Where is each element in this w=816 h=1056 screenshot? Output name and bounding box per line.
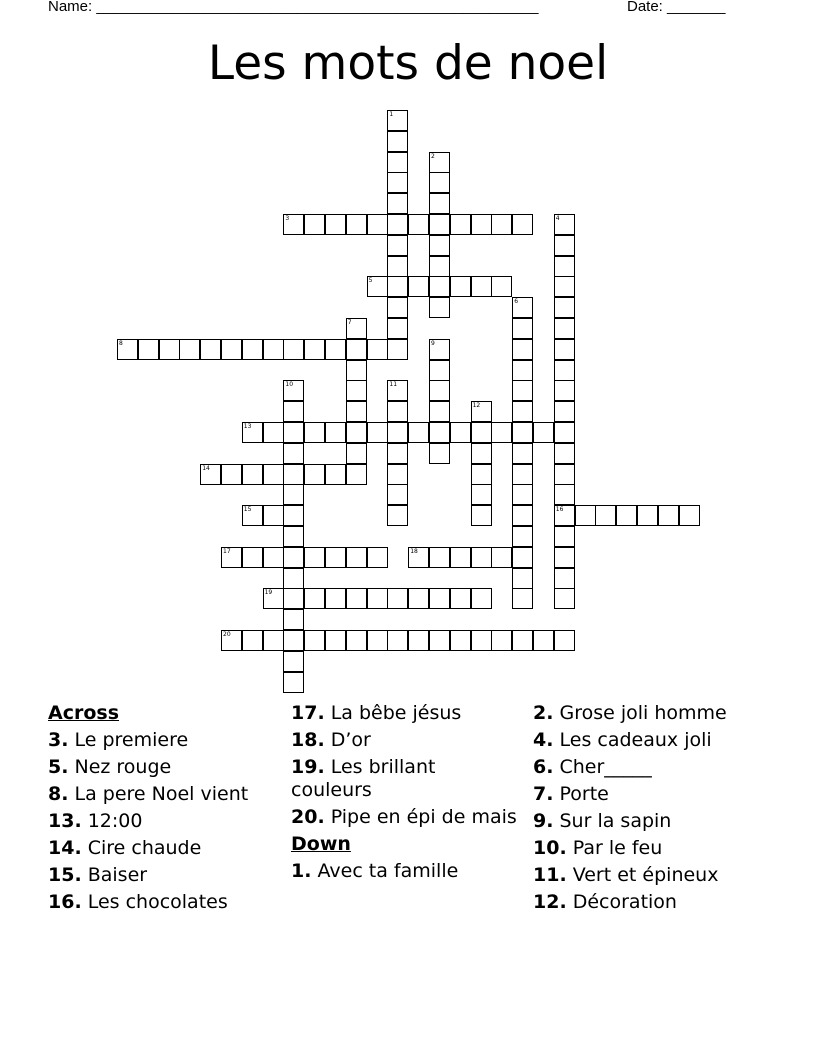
- crossword-cell[interactable]: [325, 422, 346, 443]
- crossword-cell[interactable]: [387, 484, 408, 505]
- cell-number: 14: [202, 464, 210, 472]
- clue-text: Par le feu: [572, 837, 663, 859]
- crossword-cell[interactable]: [512, 464, 533, 485]
- crossword-cell[interactable]: [491, 422, 512, 443]
- crossword-cell[interactable]: [283, 339, 304, 360]
- clue-text: 12:00: [87, 810, 143, 832]
- crossword-cell[interactable]: [429, 193, 450, 214]
- crossword-cell[interactable]: [304, 339, 325, 360]
- crossword-cell[interactable]: [554, 588, 575, 609]
- across-heading: Across: [48, 702, 120, 724]
- clue-number: 13.: [48, 810, 82, 832]
- crossword-cell[interactable]: [346, 401, 367, 422]
- crossword-cell[interactable]: [263, 630, 284, 651]
- crossword-cell[interactable]: [679, 505, 700, 526]
- clue-number: 15.: [48, 864, 82, 886]
- crossword-cell[interactable]: [429, 588, 450, 609]
- crossword-cell[interactable]: [283, 214, 304, 235]
- crossword-cell[interactable]: [283, 422, 304, 443]
- clue-across-20: [291, 806, 521, 829]
- crossword-cell[interactable]: [283, 380, 304, 401]
- crossword-cell[interactable]: [304, 547, 325, 568]
- crossword-cell[interactable]: [283, 630, 304, 651]
- crossword-cell[interactable]: [471, 630, 492, 651]
- crossword-cell[interactable]: [221, 630, 242, 651]
- crossword-cell[interactable]: [429, 422, 450, 443]
- crossword-cell[interactable]: [387, 214, 408, 235]
- crossword-cell[interactable]: [242, 464, 263, 485]
- crossword-cell[interactable]: [408, 214, 429, 235]
- crossword-cell[interactable]: [367, 422, 388, 443]
- crossword-cell[interactable]: [450, 422, 471, 443]
- crossword-cell[interactable]: [554, 568, 575, 589]
- clue-across-13: [48, 810, 278, 833]
- crossword-cell[interactable]: [283, 672, 304, 693]
- crossword-cell[interactable]: [346, 360, 367, 381]
- crossword-cell[interactable]: [554, 297, 575, 318]
- clue-across-18: [291, 729, 521, 752]
- crossword-cell[interactable]: [471, 505, 492, 526]
- clue-text: Sur la sapin: [559, 810, 672, 832]
- clue-number: 3.: [48, 729, 69, 751]
- crossword-cell[interactable]: [283, 526, 304, 547]
- crossword-cell[interactable]: [367, 630, 388, 651]
- crossword-cell[interactable]: [554, 505, 575, 526]
- crossword-cell[interactable]: [533, 630, 554, 651]
- crossword-cell[interactable]: [450, 588, 471, 609]
- crossword-cell[interactable]: [283, 651, 304, 672]
- cell-number: 15: [243, 506, 252, 514]
- clues-column-2: [291, 702, 521, 887]
- clue-down-11: [533, 864, 773, 887]
- crossword-cell[interactable]: [512, 526, 533, 547]
- clue-number: 18.: [291, 729, 325, 751]
- clue-number: 5.: [48, 756, 69, 778]
- crossword-cell[interactable]: [429, 380, 450, 401]
- crossword-cell[interactable]: [346, 318, 367, 339]
- crossword-cell[interactable]: [242, 505, 263, 526]
- crossword-cell[interactable]: [429, 360, 450, 381]
- crossword-cell[interactable]: [471, 464, 492, 485]
- crossword-cell[interactable]: [512, 505, 533, 526]
- crossword-cell[interactable]: [554, 401, 575, 422]
- crossword-cell[interactable]: [512, 360, 533, 381]
- crossword-cell[interactable]: [283, 484, 304, 505]
- crossword-cell[interactable]: [221, 547, 242, 568]
- clue-across-19: [291, 756, 521, 802]
- crossword-cell[interactable]: [512, 568, 533, 589]
- crossword-cell[interactable]: [408, 276, 429, 297]
- crossword-cell[interactable]: [429, 630, 450, 651]
- cell-number: 7: [347, 319, 352, 326]
- crossword-cell[interactable]: [263, 547, 284, 568]
- crossword-cell[interactable]: [387, 464, 408, 485]
- crossword-cell[interactable]: [387, 110, 408, 131]
- crossword-cell[interactable]: [471, 443, 492, 464]
- crossword-cell[interactable]: [200, 464, 221, 485]
- clue-across-8: [48, 783, 278, 806]
- crossword-cell[interactable]: [554, 464, 575, 485]
- crossword-cell[interactable]: [325, 339, 346, 360]
- clue-number: 12.: [533, 891, 567, 913]
- crossword-cell[interactable]: [429, 443, 450, 464]
- crossword-cell[interactable]: [491, 276, 512, 297]
- crossword-cell[interactable]: [512, 422, 533, 443]
- crossword-cell[interactable]: [450, 630, 471, 651]
- crossword-cell[interactable]: [346, 380, 367, 401]
- crossword-cell[interactable]: [512, 484, 533, 505]
- date-field-line: Date: _______: [627, 0, 726, 15]
- crossword-cell[interactable]: [346, 588, 367, 609]
- clue-down-12: [533, 891, 773, 914]
- crossword-cell[interactable]: [263, 339, 284, 360]
- crossword-cell[interactable]: [387, 401, 408, 422]
- cell-number: 9: [431, 339, 435, 347]
- crossword-cell[interactable]: [346, 547, 367, 568]
- crossword-cell[interactable]: [533, 422, 554, 443]
- crossword-cell[interactable]: [450, 214, 471, 235]
- crossword-cell[interactable]: [283, 588, 304, 609]
- crossword-cell[interactable]: [263, 464, 284, 485]
- crossword-cell[interactable]: [242, 547, 263, 568]
- cell-number: 17: [223, 547, 231, 555]
- crossword-cell[interactable]: [471, 547, 492, 568]
- crossword-cell[interactable]: [325, 214, 346, 235]
- clue-text: Décoration: [572, 891, 677, 913]
- clue-across-16: [48, 891, 278, 914]
- crossword-cell[interactable]: [242, 630, 263, 651]
- crossword-cell[interactable]: [346, 214, 367, 235]
- cell-number: 3: [285, 215, 290, 222]
- clue-down-1: [291, 860, 521, 883]
- crossword-cell[interactable]: [387, 505, 408, 526]
- crossword-cell[interactable]: [429, 172, 450, 193]
- crossword-cell[interactable]: [471, 214, 492, 235]
- crossword-cell[interactable]: [554, 547, 575, 568]
- crossword-cell[interactable]: [387, 235, 408, 256]
- clue-text: La bêbe jésus: [330, 702, 462, 724]
- clue-text: Les cadeaux joli: [559, 729, 712, 751]
- crossword-cell[interactable]: [200, 339, 221, 360]
- cell-number: 18: [410, 547, 418, 555]
- crossword-cell[interactable]: [221, 339, 242, 360]
- crossword-cell[interactable]: [263, 505, 284, 526]
- clue-text: Nez rouge: [74, 756, 172, 778]
- crossword-cell[interactable]: [616, 505, 637, 526]
- crossword-cell[interactable]: [512, 297, 533, 318]
- crossword-cell[interactable]: [554, 422, 575, 443]
- crossword-cell[interactable]: [387, 256, 408, 277]
- clue-number: 7.: [533, 783, 554, 805]
- clue-number: 2.: [533, 702, 554, 724]
- crossword-cell[interactable]: [346, 422, 367, 443]
- crossword-cell[interactable]: [304, 630, 325, 651]
- clues-column-3: [533, 702, 773, 918]
- crossword-cell[interactable]: [554, 484, 575, 505]
- crossword-cell[interactable]: [554, 214, 575, 235]
- crossword-cell[interactable]: [387, 588, 408, 609]
- crossword-cell[interactable]: [471, 422, 492, 443]
- clue-number: 11.: [533, 864, 567, 886]
- crossword-cell[interactable]: [512, 318, 533, 339]
- crossword-cell[interactable]: [325, 464, 346, 485]
- cell-number: 11: [389, 381, 398, 389]
- crossword-cell[interactable]: [387, 380, 408, 401]
- crossword-cell[interactable]: [346, 464, 367, 485]
- crossword-cell[interactable]: [325, 630, 346, 651]
- crossword-cell[interactable]: [346, 630, 367, 651]
- clue-number: 1.: [291, 860, 312, 882]
- crossword-cell[interactable]: [387, 630, 408, 651]
- crossword-cell[interactable]: [450, 547, 471, 568]
- crossword-cell[interactable]: [325, 588, 346, 609]
- cell-number: 1: [389, 111, 394, 118]
- clue-number: 16.: [48, 891, 82, 913]
- clue-number: 19.: [291, 756, 325, 778]
- crossword-cell[interactable]: [512, 214, 533, 235]
- crossword-cell[interactable]: [595, 505, 616, 526]
- crossword-cell[interactable]: [554, 318, 575, 339]
- crossword-cell[interactable]: [554, 443, 575, 464]
- clue-number: 10.: [533, 837, 567, 859]
- crossword-cell[interactable]: [367, 547, 388, 568]
- crossword-cell[interactable]: [429, 152, 450, 173]
- crossword-cell[interactable]: [283, 547, 304, 568]
- crossword-cell[interactable]: [429, 214, 450, 235]
- crossword-cell[interactable]: [367, 276, 388, 297]
- crossword-cell[interactable]: [221, 464, 242, 485]
- clue-down-7: [533, 783, 773, 806]
- crossword-cell[interactable]: [512, 443, 533, 464]
- crossword-cell[interactable]: [429, 401, 450, 422]
- crossword-cell[interactable]: [283, 609, 304, 630]
- crossword-cell[interactable]: [554, 526, 575, 547]
- crossword-cell[interactable]: [283, 401, 304, 422]
- clue-text: Cher_____: [559, 756, 652, 778]
- cell-number: 4: [555, 215, 560, 222]
- crossword-cell[interactable]: [491, 630, 512, 651]
- crossword-cell[interactable]: [387, 339, 408, 360]
- clue-down-6: [533, 756, 773, 779]
- clue-text: Porte: [559, 783, 609, 805]
- clue-text: Baiser: [87, 864, 148, 886]
- crossword-cell[interactable]: [283, 505, 304, 526]
- clue-text: Les chocolates: [87, 891, 228, 913]
- crossword-cell[interactable]: [387, 152, 408, 173]
- crossword-cell[interactable]: [304, 464, 325, 485]
- clue-text: Grose joli homme: [559, 702, 727, 724]
- clue-down-9: [533, 810, 773, 833]
- crossword-cell[interactable]: [346, 443, 367, 464]
- crossword-cell[interactable]: [387, 422, 408, 443]
- clue-down-10: [533, 837, 773, 860]
- cell-number: 6: [514, 298, 519, 306]
- clue-number: 9.: [533, 810, 554, 832]
- clue-number: 4.: [533, 729, 554, 751]
- page-title: Les mots de noel: [207, 36, 609, 91]
- crossword-cell[interactable]: [346, 339, 367, 360]
- crossword-cell[interactable]: [512, 588, 533, 609]
- crossword-cell[interactable]: [242, 339, 263, 360]
- clue-number: 14.: [48, 837, 82, 859]
- clue-text: Les brillant couleurs: [291, 756, 436, 801]
- crossword-cell[interactable]: [637, 505, 658, 526]
- clue-down-2: [533, 702, 773, 725]
- crossword-cell[interactable]: [471, 276, 492, 297]
- crossword-cell[interactable]: [367, 339, 388, 360]
- crossword-cell[interactable]: [429, 235, 450, 256]
- down-heading: Down: [291, 833, 351, 855]
- cell-number: 8: [119, 339, 123, 347]
- cell-number: 12: [472, 402, 481, 410]
- crossword-cell[interactable]: [325, 547, 346, 568]
- crossword-cell[interactable]: [512, 630, 533, 651]
- crossword-cell[interactable]: [387, 131, 408, 152]
- crossword-cell[interactable]: [387, 193, 408, 214]
- crossword-cell[interactable]: [367, 588, 388, 609]
- clue-across-5: [48, 756, 278, 779]
- crossword-cell[interactable]: [179, 339, 200, 360]
- crossword-cell[interactable]: [471, 588, 492, 609]
- clue-text: La pere Noel vient: [74, 783, 249, 805]
- crossword-cell[interactable]: [491, 214, 512, 235]
- crossword-cell[interactable]: [387, 443, 408, 464]
- crossword-cell[interactable]: [658, 505, 679, 526]
- crossword-cell[interactable]: [554, 256, 575, 277]
- clue-across-14: [48, 837, 278, 860]
- crossword-cell[interactable]: [575, 505, 596, 526]
- crossword-cell[interactable]: [554, 360, 575, 381]
- crossword-cell[interactable]: [283, 443, 304, 464]
- crossword-cell[interactable]: [159, 339, 180, 360]
- crossword-cell[interactable]: [512, 380, 533, 401]
- cell-number: 10: [285, 381, 294, 389]
- clue-down-4: [533, 729, 773, 752]
- clue-text: Avec ta famille: [317, 860, 459, 882]
- crossword-cell[interactable]: [304, 422, 325, 443]
- cell-number: 19: [264, 589, 273, 597]
- crossword-cell[interactable]: [408, 588, 429, 609]
- cell-number: 5: [368, 277, 373, 285]
- crossword-cell[interactable]: [554, 380, 575, 401]
- crossword-cell[interactable]: [512, 339, 533, 360]
- clue-number: 20.: [291, 806, 325, 828]
- crossword-cell[interactable]: [429, 547, 450, 568]
- clue-number: 17.: [291, 702, 325, 724]
- crossword-cell[interactable]: [429, 256, 450, 277]
- clues-column-1: [48, 702, 278, 918]
- crossword-cell[interactable]: [408, 630, 429, 651]
- crossword-cell[interactable]: [117, 339, 138, 360]
- clue-number: 6.: [533, 756, 554, 778]
- crossword-cell[interactable]: [387, 297, 408, 318]
- crossword-cell[interactable]: [554, 235, 575, 256]
- clue-across-17: [291, 702, 521, 725]
- crossword-cell[interactable]: [554, 276, 575, 297]
- crossword-cell[interactable]: [283, 568, 304, 589]
- crossword-cell[interactable]: [263, 588, 284, 609]
- crossword-cell[interactable]: [304, 214, 325, 235]
- crossword-cell[interactable]: [367, 214, 388, 235]
- crossword-cell[interactable]: [283, 464, 304, 485]
- crossword-cell[interactable]: [387, 172, 408, 193]
- crossword-cell[interactable]: [263, 422, 284, 443]
- crossword-cell[interactable]: [554, 630, 575, 651]
- crossword-cell[interactable]: [304, 588, 325, 609]
- crossword-cell[interactable]: [242, 422, 263, 443]
- clue-text: Cire chaude: [87, 837, 202, 859]
- cell-number: 16: [555, 506, 564, 514]
- crossword-cell[interactable]: [408, 422, 429, 443]
- crossword-cell[interactable]: [429, 297, 450, 318]
- crossword-cell[interactable]: [512, 547, 533, 568]
- clue-text: Pipe en épi de mais: [330, 806, 517, 828]
- clue-text: D’or: [330, 729, 371, 751]
- clue-text: Le premiere: [74, 729, 189, 751]
- crossword-cell[interactable]: [471, 484, 492, 505]
- crossword-cell[interactable]: [471, 401, 492, 422]
- clue-across-3: [48, 729, 278, 752]
- cell-number: 20: [223, 631, 231, 638]
- crossword-cell[interactable]: [512, 401, 533, 422]
- crossword-cell[interactable]: [138, 339, 159, 360]
- crossword-cell[interactable]: [387, 318, 408, 339]
- crossword-cell[interactable]: [387, 276, 408, 297]
- crossword-cell[interactable]: [429, 276, 450, 297]
- name-field-line: Name: _____________________________________________________: [48, 0, 539, 15]
- crossword-cell[interactable]: [554, 339, 575, 360]
- crossword-cell[interactable]: [429, 339, 450, 360]
- clue-across-15: [48, 864, 278, 887]
- crossword-cell[interactable]: [450, 276, 471, 297]
- clue-number: 8.: [48, 783, 69, 805]
- cell-number: 13: [243, 423, 252, 430]
- cell-number: 2: [431, 152, 435, 160]
- crossword-cell[interactable]: [491, 547, 512, 568]
- crossword-cell[interactable]: [408, 547, 429, 568]
- clue-text: Vert et épineux: [572, 864, 719, 886]
